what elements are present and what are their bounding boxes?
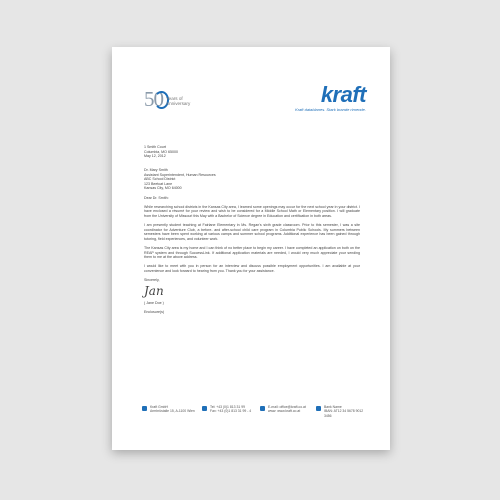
enclosure: Enclosure(s) <box>144 310 165 314</box>
recipient-line: ABC School District <box>144 177 176 182</box>
anniversary-text: Years of Anniversary <box>166 96 191 107</box>
closing: Sincerely, <box>144 278 160 283</box>
recipient-line: Dr. Mary Smith <box>144 167 168 172</box>
footer-line: www: www.kraft.co.at <box>268 409 301 414</box>
recipient-line: 123 Beetcat Lane <box>144 181 173 186</box>
salutation: Dear Dr. Smith: <box>144 195 169 200</box>
sender-line: Columbia, MO 65000 <box>144 149 178 154</box>
location-icon <box>142 406 147 411</box>
bank-icon <box>316 406 321 411</box>
kraft-logo <box>295 84 366 112</box>
paragraph: While researching school districts in the Kansas City area, I learned some openings may occur for the next school year in your district. I have enclosed a résumé for your review and wish to be considered for a Middle School Math or Elementary position. I will graduate from the University of Missouri this May with a Bachelor of Science degree in Education and certification in both areas. <box>144 204 360 218</box>
footer-line: Tel: +43 (0)1 813 31 99 <box>210 405 245 409</box>
footer-line: Fax: +43 (0)1 813 31 99 - 4 <box>210 409 252 414</box>
paragraph: The Kansas City area is my home and I can think of no better place to begin my career. I have completed an application on both on the REAP system and through SuccessLink. If additional application materials are needed, I would very much appreciate your sending them to me at the above address. <box>144 246 360 260</box>
sender-address <box>144 145 360 159</box>
footer-line: E-mail: office@kraft.co.at <box>268 405 306 409</box>
brand-name: kraft <box>320 82 366 107</box>
footer-line: Kraft GmbH <box>150 405 168 409</box>
paragraph: I would like to meet with you in person for an interview and discuss possible employment opportunities. I am available at your convenience and look forward to hearing from you. Thank you for your assistance. <box>144 264 360 274</box>
footer-line: IBAN: AT12 34 5678 9012 3456 <box>324 409 364 418</box>
sender-date: May 12, 2012 <box>144 154 166 159</box>
recipient-line: Kansas City, MO 64000 <box>144 186 182 191</box>
footer-line: Bank Name <box>324 405 342 409</box>
brand-tagline: Kraft datablanes. Stark brande rimende. <box>295 107 366 112</box>
footer-bank <box>324 405 368 418</box>
footer-line: Armbrüstalle 15, A-1100 Wien <box>150 409 195 414</box>
letter-footer <box>142 405 368 419</box>
footer-phone <box>210 405 251 414</box>
signature-name: ( Jane Doe ) <box>144 300 164 305</box>
handwritten-signature: Jan <box>144 283 164 298</box>
recipient-line: Assistant Superintendent, Human Resources <box>144 172 216 177</box>
anniversary-number: 50 <box>144 87 163 111</box>
anniversary-logo <box>144 88 204 118</box>
paragraph: I am presently student teaching at Fairlane Elementary in Ms. Regan's sixth grade classroom. Prior to this semester, I was a site coordinator for Adventure Club, a before- and after-school child care program in Columbia Public Schools. My summers between semesters have been spent working at various camps and summer school programs. Additional experience has been gained through tutoring, field experiences, and volunteer work. <box>144 223 360 241</box>
sender-line: 1 Smith Court <box>144 145 166 149</box>
recipient-address <box>144 168 360 191</box>
letterhead-page <box>112 47 390 450</box>
footer-address <box>150 405 195 414</box>
mail-icon <box>260 406 265 411</box>
letter-body <box>144 145 360 315</box>
phone-icon <box>202 406 207 411</box>
footer-web <box>268 405 306 414</box>
